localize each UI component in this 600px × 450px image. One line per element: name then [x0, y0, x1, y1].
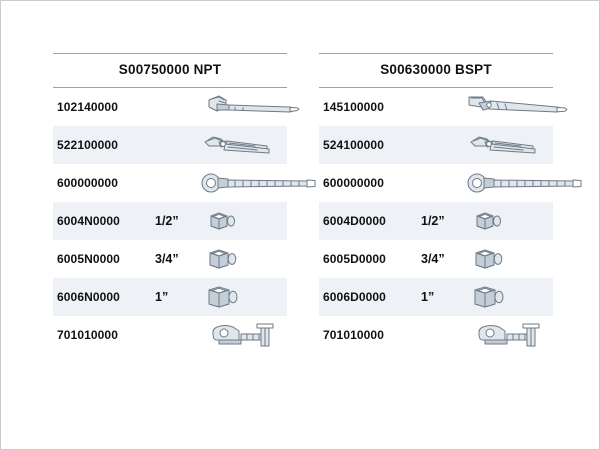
product-size: 1”: [155, 290, 169, 304]
socket-icon: [461, 241, 553, 277]
product-size: 1/2”: [421, 214, 445, 228]
product-code: 102140000: [57, 100, 118, 114]
pipe-cutter-icon: [195, 317, 315, 353]
product-code: 6005D0000: [323, 252, 386, 266]
table-row: [53, 240, 287, 278]
water-pump-pliers-icon: [461, 127, 581, 163]
socket-icon: [461, 279, 553, 315]
column-header-npt: S00750000 NPT: [53, 53, 287, 88]
product-code: 145100000: [323, 100, 384, 114]
table-row: [53, 202, 287, 240]
table-row: [53, 164, 287, 202]
table-row: [319, 316, 553, 354]
pipe-wrench-icon: [195, 89, 315, 125]
table-row: [53, 278, 287, 316]
column-header-bspt: S00630000 BSPT: [319, 53, 553, 88]
product-size: 1”: [421, 290, 435, 304]
product-code: 600000000: [323, 176, 384, 190]
pipe-cutter-icon: [461, 317, 581, 353]
product-size: 3/4”: [421, 252, 445, 266]
product-code: 701010000: [57, 328, 118, 342]
table-row: [53, 126, 287, 164]
table-columns: [53, 53, 553, 354]
table-row: [319, 278, 553, 316]
product-code: 6004D0000: [323, 214, 386, 228]
product-code: 6006D0000: [323, 290, 386, 304]
socket-icon: [195, 279, 287, 315]
flexible-extension-icon: [461, 165, 600, 201]
table-row: [53, 88, 287, 126]
socket-icon: [461, 203, 553, 239]
product-code: 701010000: [323, 328, 384, 342]
product-size: 1/2”: [155, 214, 179, 228]
table-row: [53, 316, 287, 354]
table-row: [319, 88, 553, 126]
product-code: 6005N0000: [57, 252, 120, 266]
product-code: 600000000: [57, 176, 118, 190]
socket-icon: [195, 241, 287, 277]
table-row: [319, 240, 553, 278]
table-row: [319, 126, 553, 164]
swedish-pattern-wrench-icon: [461, 89, 591, 125]
product-code: 522100000: [57, 138, 118, 152]
table-row: [319, 202, 553, 240]
socket-icon: [195, 203, 287, 239]
table-row: [319, 164, 553, 202]
flexible-extension-icon: [195, 165, 335, 201]
product-size: 3/4”: [155, 252, 179, 266]
column-bspt: [319, 53, 553, 354]
column-npt: [53, 53, 287, 354]
water-pump-pliers-icon: [195, 127, 315, 163]
product-code: 6004N0000: [57, 214, 120, 228]
product-code: 524100000: [323, 138, 384, 152]
product-code: 6006N0000: [57, 290, 120, 304]
